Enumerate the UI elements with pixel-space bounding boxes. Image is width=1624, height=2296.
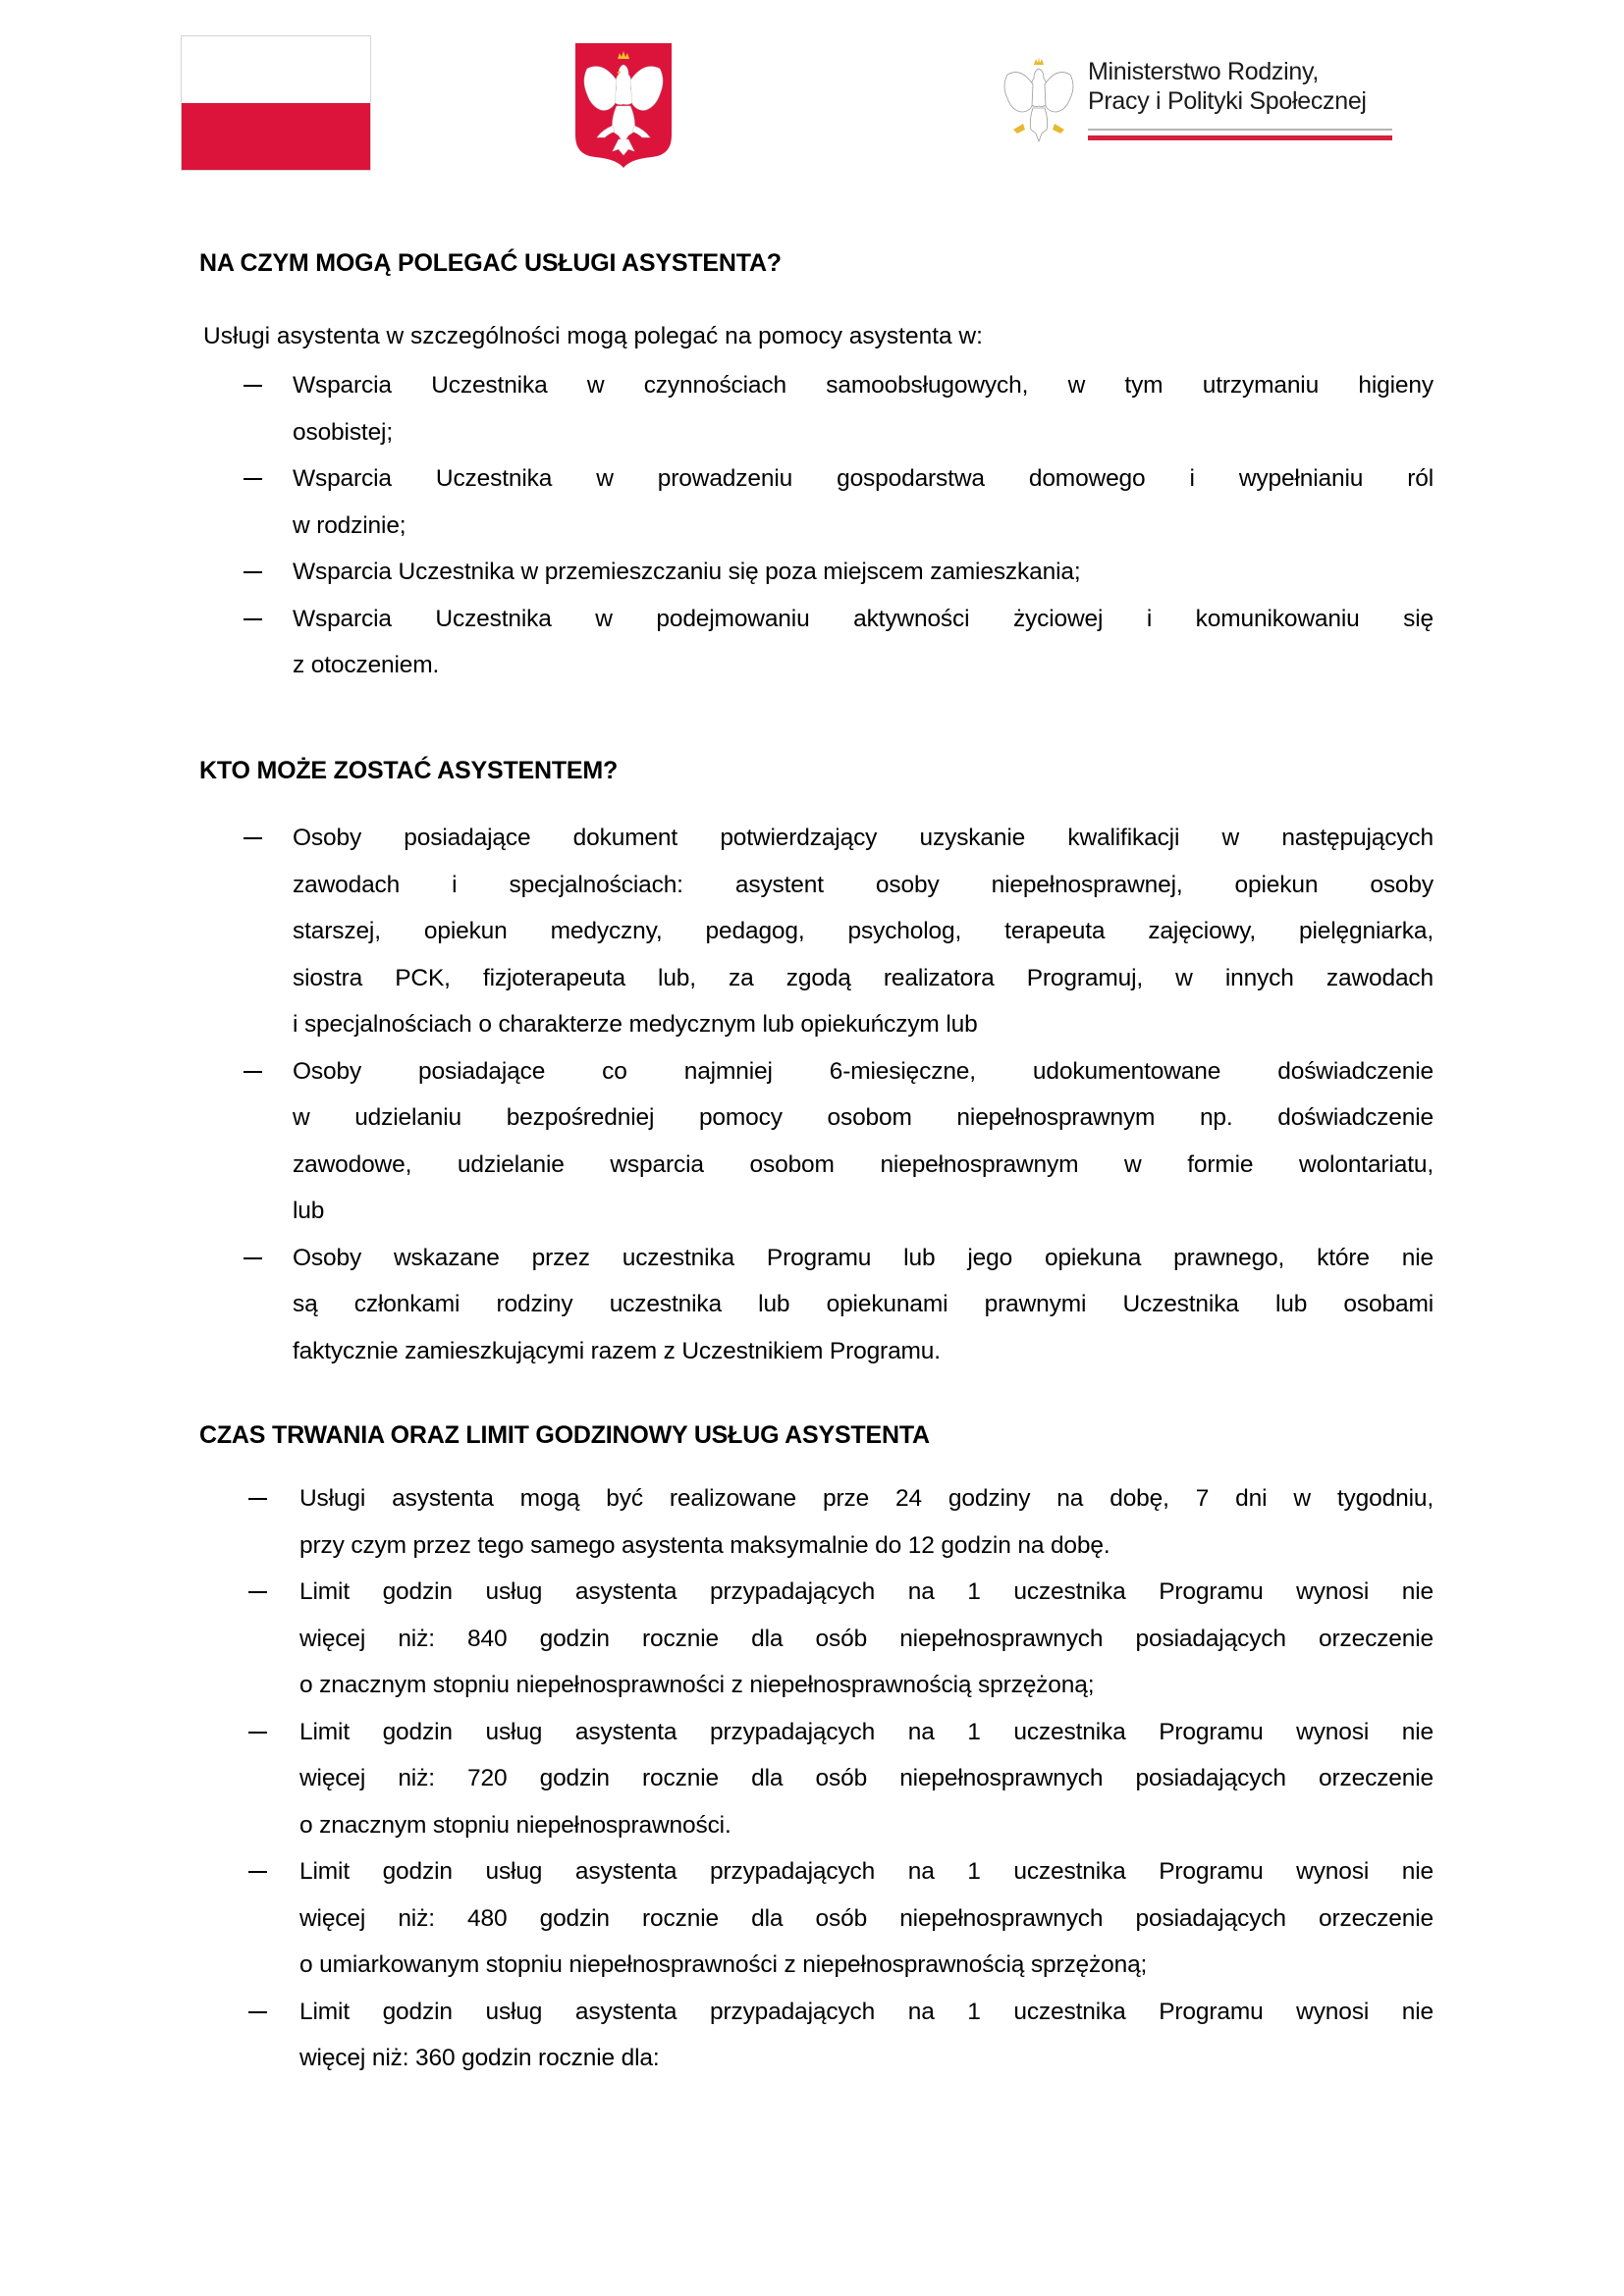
list-item-line: Osoby posiadające co najmniej 6-miesięczne, udokumentowane doświadczenie: [293, 1057, 1434, 1085]
list-item-line: zawodowe, udzielanie wsparcia osobom niepełnosprawnym w formie wolontariatu,: [293, 1150, 1434, 1178]
list-item-line: siostra PCK, fizjoterapeuta lub, za zgodą realizatora Programuj, w innych zawodach: [293, 964, 1434, 991]
list-item-line: przy czym przez tego samego asystenta maksymalnie do 12 godzin na dobę.: [299, 1531, 1110, 1559]
dash-bullet-icon: [248, 1475, 268, 1522]
dash-bullet-icon: [244, 1048, 263, 1095]
list-item: [248, 1475, 1434, 1569]
list-item-line: więcej niż: 720 godzin rocznie dla osób niepełnosprawnych posiadających orzeczenie: [299, 1765, 1434, 1791]
ministry-red-divider: [1088, 135, 1392, 140]
dash-bullet-icon: [248, 1569, 268, 1616]
list-item-line: Wsparcia Uczestnika w przemieszczaniu się poza miejscem zamieszkania;: [293, 559, 1081, 585]
ministry-gray-divider: [1088, 129, 1392, 131]
list-item: [248, 1709, 1434, 1849]
section-heading-duration-and-limits: CZAS TRWANIA ORAZ LIMIT GODZINOWY USŁUG ASYSTENTA: [199, 1421, 930, 1449]
polish-flag: [181, 35, 371, 171]
list-item: [244, 455, 1434, 549]
list-item-line: więcej niż: 360 godzin rocznie dla:: [299, 2045, 660, 2071]
flag-white-stripe: [182, 36, 370, 103]
list-item-line: Limit godzin usług asystenta przypadających na 1 uczestnika Programu wynosi nie: [299, 1578, 1434, 1605]
section-heading-who-can-be-assistant: KTO MOŻE ZOSTAĆ ASYSTENTEM?: [199, 757, 619, 784]
list-item-line: w udzielaniu bezpośredniej pomocy osobom niepełnosprawnym np. doświadczenie: [293, 1104, 1434, 1131]
list-item-line: Wsparcia Uczestnika w czynnościach samoobsługowych, w tym utrzymaniu higieny: [293, 372, 1434, 399]
dash-bullet-icon: [244, 549, 263, 596]
list-item: [248, 1989, 1434, 2082]
list-item-line: i specjalnościach o charakterze medycznym lub opiekuńczym lub: [293, 1011, 978, 1038]
list-item-line: o znacznym stopniu niepełnosprawności.: [299, 1811, 731, 1839]
polish-emblem-icon: [573, 41, 674, 169]
dash-bullet-icon: [244, 596, 263, 643]
list-item-line: Osoby posiadające dokument potwierdzający uzyskanie kwalifikacji w następujących: [293, 825, 1434, 851]
list-item-line: Usługi asystenta mogą być realizowane prze 24 godziny na dobę, 7 dni w tygodniu,: [299, 1485, 1434, 1512]
list-item-line: o znacznym stopniu niepełnosprawności z niepełnosprawnością sprzężoną;: [299, 1672, 1095, 1698]
list-item-line: Osoby wskazane przez uczestnika Programu lub jego opiekuna prawnego, które nie: [293, 1244, 1434, 1271]
dash-bullet-icon: [244, 1235, 263, 1282]
section-intro-services: Usługi asystenta w szczególności mogą polegać na pomocy asystenta w:: [203, 323, 983, 349]
list-item-line: Limit godzin usług asystenta przypadających na 1 uczestnika Programu wynosi nie: [299, 1998, 1434, 2025]
list-item-line: faktycznie zamieszkującymi razem z Uczestnikiem Programu.: [293, 1337, 941, 1364]
ministry-eagle-icon: [1000, 53, 1078, 143]
list-item-line: w rodzinie;: [293, 511, 406, 539]
list-item: [244, 815, 1434, 1048]
list-item-line: o umiarkowanym stopniu niepełnosprawności z niepełnosprawnością sprzężoną;: [299, 1951, 1148, 1978]
list-item: [244, 1048, 1434, 1235]
ministry-name-line2: Pracy i Polityki Społecznej: [1088, 87, 1367, 115]
dash-bullet-icon: [248, 1989, 268, 2036]
section-heading-services: NA CZYM MOGĄ POLEGAĆ USŁUGI ASYSTENTA?: [199, 249, 782, 277]
ministry-name-line1: Ministerstwo Rodziny,: [1088, 58, 1319, 85]
list-item: [244, 362, 1434, 455]
dash-bullet-icon: [244, 455, 263, 503]
list-item: [244, 1235, 1434, 1375]
list-item-line: więcej niż: 480 godzin rocznie dla osób niepełnosprawnych posiadających orzeczenie: [299, 1904, 1434, 1932]
list-item-line: starszej, opiekun medyczny, pedagog, psycholog, terapeuta zajęciowy, pielęgniarka,: [293, 918, 1434, 944]
list-item: [248, 1569, 1434, 1709]
list-item: [244, 596, 1434, 689]
list-item-line: są członkami rodziny uczestnika lub opiekunami prawnymi Uczestnika lub osobami: [293, 1291, 1434, 1317]
list-item-line: Wsparcia Uczestnika w prowadzeniu gospodarstwa domowego i wypełnianiu ról: [293, 465, 1434, 492]
dash-bullet-icon: [244, 362, 263, 409]
list-item: [244, 549, 1434, 596]
list-item-line: zawodach i specjalnościach: asystent osoby niepełnosprawnej, opiekun osoby: [293, 871, 1434, 898]
list-item-line: Limit godzin usług asystenta przypadających na 1 uczestnika Programu wynosi nie: [299, 1718, 1434, 1745]
dash-bullet-icon: [248, 1709, 268, 1756]
services-list: [244, 362, 1434, 689]
list-item-line: lub: [293, 1198, 325, 1224]
ministry-logo: [1000, 51, 1412, 149]
list-item-line: Wsparcia Uczestnika w podejmowaniu aktywności życiowej i komunikowaniu się: [293, 605, 1434, 632]
duration-limits-list: [248, 1475, 1434, 2082]
list-item-line: osobistej;: [293, 418, 394, 446]
ministry-name: [1088, 57, 1367, 116]
dash-bullet-icon: [248, 1848, 268, 1896]
list-item: [248, 1848, 1434, 1989]
flag-red-stripe: [182, 103, 370, 170]
list-item-line: więcej niż: 840 godzin rocznie dla osób niepełnosprawnych posiadających orzeczenie: [299, 1625, 1434, 1652]
list-item-line: Limit godzin usług asystenta przypadających na 1 uczestnika Programu wynosi nie: [299, 1858, 1434, 1885]
assistant-eligibility-list: [244, 815, 1434, 1374]
dash-bullet-icon: [244, 815, 263, 862]
list-item-line: z otoczeniem.: [293, 652, 440, 678]
